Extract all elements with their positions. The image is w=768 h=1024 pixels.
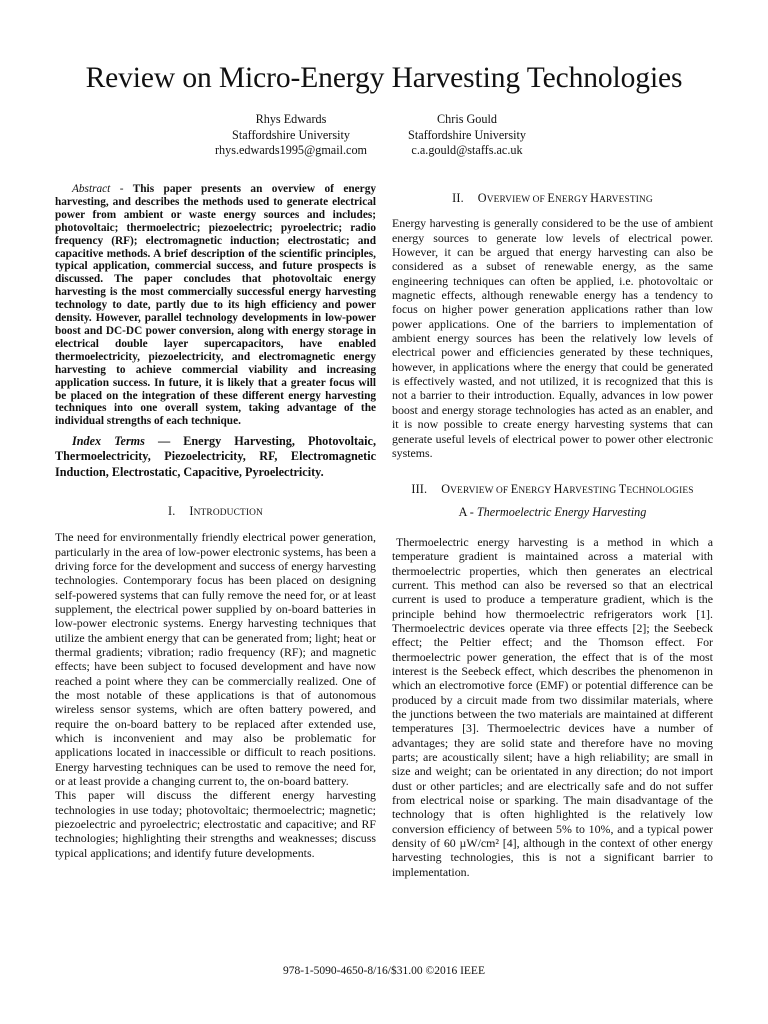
intro-paragraph-2: This paper will discuss the different energy harvesting technologies in use today; photovoltaic; thermoelectric; magnetic; piezoelectric and pyroelectric; electrostatic and capacitive; and RF technologies; highlighting their strengths and weaknesses; discuss typical applications; and identify future developments.: [55, 788, 376, 860]
author-block-2: [352, 112, 582, 159]
right-column: [392, 183, 713, 879]
subsection-prefix: A -: [458, 504, 477, 519]
heading-rest: VERVIEW OF: [450, 486, 511, 497]
author-name: Chris Gould: [437, 112, 497, 126]
heading-rest: NERGY: [518, 486, 554, 497]
author-name: Rhys Edwards: [255, 112, 327, 126]
copyright-footer: 978-1-5090-4650-8/16/$31.00 ©2016 IEEE: [283, 965, 485, 977]
heading-rest: ECHNOLOGIES: [626, 486, 694, 497]
overview-paragraph-1: Energy harvesting is generally considered to be the use of ambient energy sources to generate low levels of electrical power. However, it can be argued that energy harvesting can also be considered as a subset of renewable energy, as the same engineering techniques can often be applied, i.e. photovoltaic or magnetic effects, although renewable energy has a tendency to focus on higher power generation applications rather than low power applications. One of the barriers to implementation of ambient energy sources has been the relatively low levels of electrical power and efficiencies generated by these techniques, however, in applications where the energy that could be generated is effectively wasted, and not utilized, it is recognized that this is not a barrier to their introduction. Equally, advances in low power boost and energy storage technologies has acted as an enabler, and it is now possible to create energy harvesting systems that can generate useful levels of electrical power to power other electronic systems.: [392, 216, 713, 460]
heading-initial: O: [477, 191, 487, 205]
section-heading-introduction: [55, 504, 376, 520]
heading-rest: ARVESTING: [562, 486, 619, 497]
author-email: c.a.gould@staffs.ac.uk: [411, 143, 523, 157]
heading-initial: O: [441, 482, 451, 497]
heading-rest: NTRODUCTION: [193, 507, 263, 518]
abstract-lead: Abstract -: [72, 183, 124, 195]
section-number: II.: [452, 191, 464, 205]
section-heading-technologies: [392, 482, 713, 498]
heading-initial: E: [510, 482, 519, 497]
section-heading-overview: [392, 191, 713, 207]
author-affiliation: Staffordshire University: [232, 127, 350, 142]
section-number: I.: [168, 503, 176, 518]
subsection-title: Thermoelectric Energy Harvesting: [476, 504, 647, 519]
author-affiliation: Staffordshire University: [408, 127, 526, 142]
heading-rest: ARVESTING: [599, 195, 653, 205]
section-number: III.: [411, 482, 428, 497]
heading-initial: E: [547, 191, 555, 205]
index-terms: [55, 434, 376, 480]
heading-initial: H: [553, 482, 563, 497]
heading-initial: H: [590, 191, 600, 205]
heading-rest: VERVIEW OF: [486, 195, 548, 205]
heading-initial: T: [618, 482, 627, 497]
heading-initial: I: [189, 503, 194, 518]
index-terms-text: — Energy Harvesting, Photovoltaic, Thermoelectricity, Piezoelectricity, RF, Electromagnetic Induction, Electrostatic, Capacitive, Pyroelectricity.: [55, 434, 376, 479]
intro-paragraph-1: The need for environmentally friendly electrical power generation, particularly in the area of low-power electronic systems, has been a driving force for the development and success of energy harvesting technologies. Contemporary focus has been placed on designing self-powered systems that can fully remove the need for, or at least supplement, the electrical power supplied by on-board batteries in low-power electronic systems. Energy harvesting techniques that utilize the ambient energy that can be generated from; light; heat or thermal gradients; vibration; radio frequency (RF); and magnetic effects; have been subject to focused development and have now reached a point where they can be commercially realized. One of the most notable of these applications is that of autonomous wireless sensor systems, which are often battery powered, and require the on-board battery to be replaced after extended use, which is inconvenient and may also be problematic for applications located in inaccessible or difficult to reach positions. Energy harvesting techniques can be used to remove the need for, or at least provide a changing current to, the on-board battery.: [55, 530, 376, 789]
left-column: [55, 183, 376, 860]
thermoelectric-paragraph-1: Thermoelectric energy harvesting is a method in which a temperature gradient is maintained across a material with thermoelectric properties, which then generates an electrical current. This method can also be reversed so that an electrical current is used to produce a temperature gradient, which is the principle behind how thermoelectric refrigerators work [1]. Thermoelectric devices operate via three effects [2]; the Seebeck effect; the Peltier effect; and the Thomson effect. For thermoelectric power generation, the effect that is of the most interest is the Seebeck effect, which describes the phenomenon in which an electromotive force (EMF) or potential difference can be produced by a circuit made from two dissimilar materials, where the junctions between the two materials are maintained at different temperatures [3]. Thermoelectric devices have a number of advantages; they are solid state and therefore have no moving parts; are acoustically silent; have a high reliability; are small in size and weight; can be orientated in any direction; do not import dust or other particles; and are electrically safe and do not suffer from electrical noise or sparking. The main disadvantage of the technology that is often highlighted is the relatively low conversion efficiency of between 5% to 10%, and a typical power density of 60 µW/cm² [4], although in the context of other energy harvesting technologies, this is not a significant barrier to implementation.: [392, 534, 713, 879]
abstract: [55, 183, 376, 428]
paper-title: Review on Micro-Energy Harvesting Technologies: [85, 62, 683, 94]
abstract-text: This paper presents an overview of energy harvesting, and describes the methods used to generate electrical power from ambient or waste energy sources and includes; photovoltaic; thermoelectric; piezoelectric; pyroelectric; radio frequency (RF); electromagnetic induction; electrostatic; and capacitive methods. A brief description of the scientific principles, typical application, commercial success, and future prospects is discussed. The paper concludes that photovoltaic energy harvesting is the most commercially successful energy harvesting technology to date, partly due to its high efficiency and power density. However, parallel technology developments in low-power boost and DC-DC power conversion, along with energy storage in electrical double layer supercapacitors, have enabled thermoelectricity, piezoelectricity, and electromagnetic energy harvesting to achieve commercial viability and increasing application success. In future, it is likely that a greater focus will be placed on the integration of these different energy harvesting techniques into one overall system, taking advantage of the individual strengths of each technique.: [55, 183, 376, 428]
subsection-heading-thermoelectric: [392, 505, 713, 519]
author-email: rhys.edwards1995@gmail.com: [214, 143, 368, 157]
index-terms-lead: Index Terms: [72, 434, 145, 449]
heading-rest: NERGY: [554, 195, 591, 205]
